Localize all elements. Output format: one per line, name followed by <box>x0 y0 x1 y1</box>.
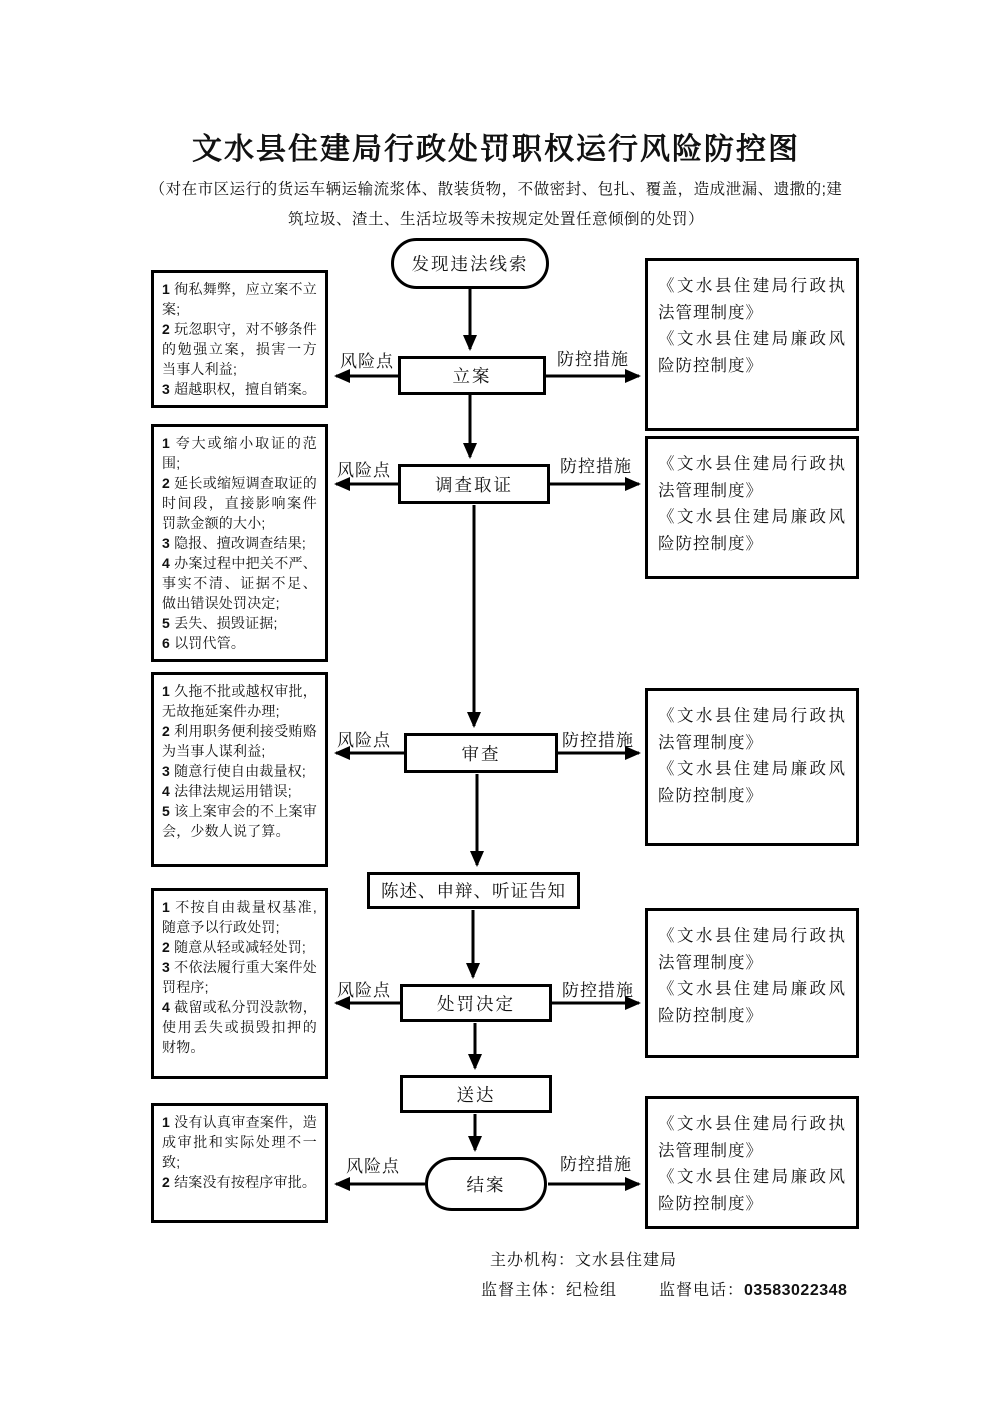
node-investigation: 调查取证 <box>398 464 550 504</box>
list-item: 《文水县住建局行政执法管理制度》 <box>658 1115 846 1160</box>
control-measures-box-closing <box>645 1096 859 1229</box>
list-item: 6 以罚代管。 <box>162 635 246 652</box>
list-item: 2 随意从轻或减轻处罚; <box>162 939 306 956</box>
page-subtitle: （对在市区运行的货运车辆运输流浆体、散装货物，不做密封、包扎、覆盖，造成泄漏、遗撒的;建筑垃圾、渣土、生活垃圾等未按规定处置任意倾倒的处罚） <box>149 181 843 229</box>
list-item: 1 不按自由裁量权基准,随意予以行政处罚; <box>162 899 317 936</box>
control-measures-box-decision <box>645 908 859 1058</box>
list-item: 3 不依法履行重大案件处罚程序; <box>162 959 317 996</box>
list-item: 《文水县住建局廉政风险防控制度》 <box>658 330 846 376</box>
list-item: 《文水县住建局廉政风险防控制度》 <box>658 1168 846 1214</box>
risk-points-box-decision <box>151 888 328 1079</box>
footer-supervision <box>481 1277 847 1300</box>
risk-points-box-review <box>151 672 328 867</box>
node-case-discovery: 发现违法线索 <box>391 238 549 289</box>
list-item: 3 超越职权，擅自销案。 <box>162 381 317 398</box>
list-item: 《文水县住建局廉政风险防控制度》 <box>658 508 846 554</box>
list-item: 《文水县住建局行政执法管理制度》 <box>658 455 846 500</box>
control-measure-label: 防控措施 <box>560 457 632 476</box>
control-measures-box-investigation <box>645 436 859 579</box>
list-item: 2 利用职务便利接受贿赂为当事人谋利益; <box>162 723 317 760</box>
list-item: 1 久拖不批或越权审批，无故拖延案件办理; <box>162 683 317 720</box>
footer-supervisor: 监督主体：纪检组 <box>481 1282 618 1299</box>
list-item: 2 延长或缩短调查取证的时间段，直接影响案件罚款金额的大小; <box>162 475 317 532</box>
list-item: 2 玩忽职守，对不够条件的勉强立案，损害一方当事人利益; <box>162 321 317 378</box>
list-item: 《文水县住建局行政执法管理制度》 <box>658 927 846 972</box>
list-item: 3 随意行使自由裁量权; <box>162 763 306 780</box>
control-measures-box-filing <box>645 258 859 431</box>
risk-points-box-filing <box>151 270 328 408</box>
node-case-closing: 结案 <box>425 1157 547 1211</box>
control-measure-label: 防控措施 <box>562 981 634 1000</box>
control-measure-label: 防控措施 <box>562 731 634 750</box>
list-item: 1 没有认真审查案件，造成审批和实际处理不一致; <box>162 1114 317 1171</box>
node-penalty-decision: 处罚决定 <box>400 984 552 1022</box>
page-title: 文水县住建局行政处罚职权运行风险防控图 <box>192 133 800 166</box>
node-case-filing: 立案 <box>398 356 546 395</box>
list-item: 《文水县住建局廉政风险防控制度》 <box>658 760 846 806</box>
node-review: 审查 <box>404 733 558 773</box>
risk-point-label: 风险点 <box>337 731 391 750</box>
control-measure-label: 防控措施 <box>557 350 629 369</box>
node-delivery: 送达 <box>400 1075 552 1113</box>
risk-points-box-closing <box>151 1103 328 1223</box>
list-item: 《文水县住建局行政执法管理制度》 <box>658 277 846 322</box>
list-item: 4 截留或私分罚没款物，使用丢失或损毁扣押的财物。 <box>162 999 317 1056</box>
risk-point-label: 风险点 <box>340 352 394 371</box>
footer-phone-number: 03583022348 <box>744 1282 848 1299</box>
list-item: 5 丢失、损毁证据; <box>162 615 278 632</box>
list-item: 2 结案没有按程序审批。 <box>162 1174 317 1191</box>
risk-points-box-investigation <box>151 424 328 662</box>
list-item: 1 徇私舞弊，应立案不立案; <box>162 281 317 318</box>
list-item: 《文水县住建局行政执法管理制度》 <box>658 707 846 752</box>
list-item: 4 办案过程中把关不严、事实不清、证据不足、做出错误处罚决定; <box>162 555 317 612</box>
list-item: 5 该上案审会的不上案审会，少数人说了算。 <box>162 803 317 840</box>
control-measure-label: 防控措施 <box>560 1155 632 1174</box>
node-hearing-notice: 陈述、申辩、听证告知 <box>367 872 580 909</box>
list-item: 《文水县住建局廉政风险防控制度》 <box>658 980 846 1026</box>
list-item: 1 夸大或缩小取证的范围; <box>162 435 317 472</box>
risk-point-label: 风险点 <box>337 461 391 480</box>
risk-point-label: 风险点 <box>346 1157 400 1176</box>
risk-point-label: 风险点 <box>337 981 391 1000</box>
footer-phone-label: 监督电话： <box>659 1282 745 1299</box>
control-measures-box-review <box>645 688 859 846</box>
list-item: 4 法律法规运用错误; <box>162 783 292 800</box>
footer-organizer: 主办机构：文水县住建局 <box>490 1252 678 1269</box>
list-item: 3 隐报、擅改调查结果; <box>162 535 306 552</box>
